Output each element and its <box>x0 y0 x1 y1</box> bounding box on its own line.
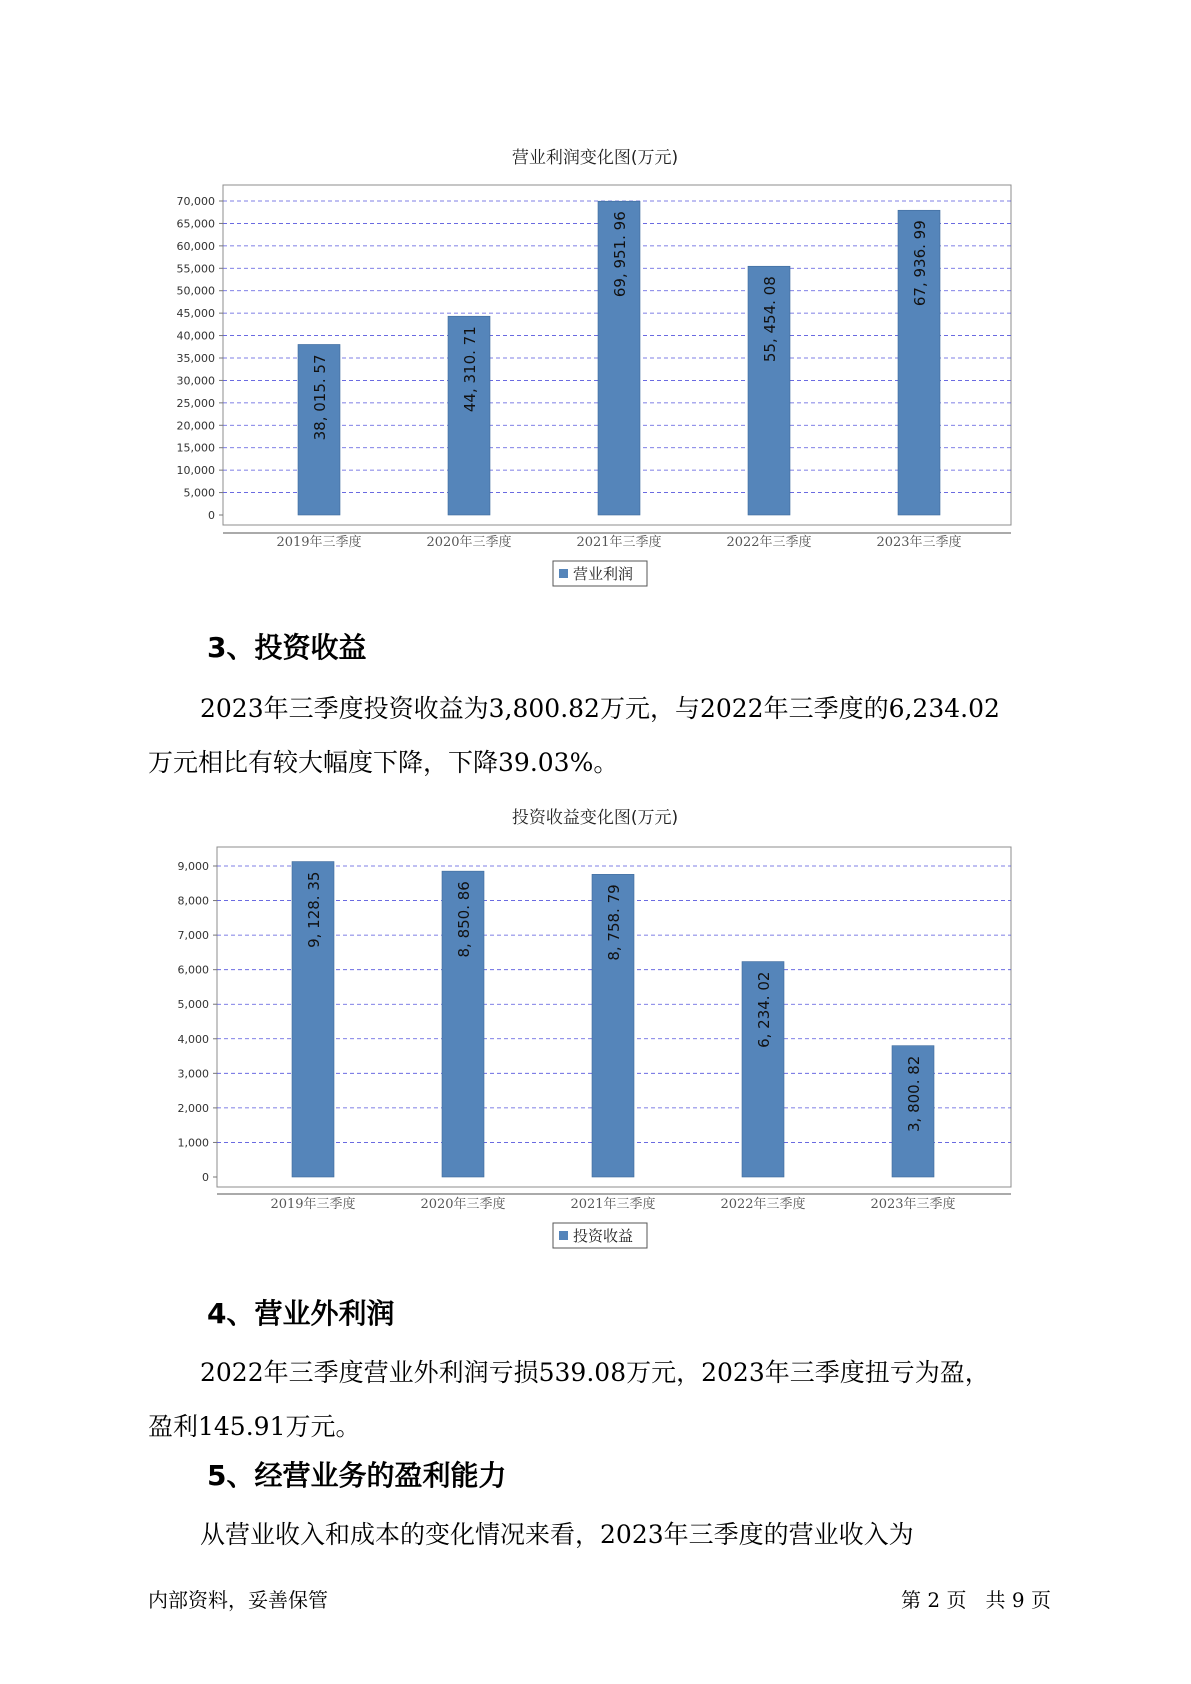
section-4-heading: 4、营业外利润 <box>207 1297 395 1330</box>
y-tick-label: 0 <box>208 509 215 522</box>
y-tick-label: 25,000 <box>176 396 215 410</box>
y-tick-label: 3,000 <box>177 1067 209 1081</box>
section-5-heading: 5、经营业务的盈利能力 <box>207 1459 507 1492</box>
bar-value-label: 3, 800. 82 <box>905 1055 923 1133</box>
bar-value-label: 55, 454. 08 <box>761 276 779 363</box>
x-category-label: 2019年三季度 <box>270 1197 356 1212</box>
y-tick-label: 65,000 <box>176 217 215 231</box>
x-category-label: 2021年三季度 <box>576 535 662 550</box>
chart-title: 投资收益变化图(万元) <box>511 808 679 828</box>
bar-value-label: 6, 234. 02 <box>755 971 773 1048</box>
y-tick-label: 55,000 <box>176 262 215 276</box>
x-category-label: 2020年三季度 <box>426 535 512 550</box>
y-tick-label: 20,000 <box>176 419 215 433</box>
x-category-label: 2021年三季度 <box>570 1197 656 1212</box>
section-4-line-2: 盈利145.91万元。 <box>148 1412 361 1441</box>
bar-value-label: 67, 936. 99 <box>911 220 929 307</box>
bar-value-label: 9, 128. 35 <box>305 871 323 948</box>
y-tick-label: 9,000 <box>177 860 209 873</box>
y-tick-label: 8,000 <box>177 894 209 908</box>
y-tick-label: 15,000 <box>176 441 215 455</box>
y-tick-label: 0 <box>202 1171 209 1184</box>
y-tick-label: 45,000 <box>176 307 215 321</box>
footer-page-number: 第 2 页 共 9 页 <box>901 1588 1051 1612</box>
chart-title: 营业利润变化图(万元) <box>511 148 679 168</box>
x-category-label: 2022年三季度 <box>720 1197 806 1212</box>
y-tick-label: 5,000 <box>183 486 215 500</box>
section-4-paragraph <box>148 1346 1053 1454</box>
y-tick-label: 70,000 <box>176 195 215 208</box>
y-tick-label: 35,000 <box>176 352 215 365</box>
y-tick-label: 4,000 <box>177 1032 209 1046</box>
y-tick-label: 10,000 <box>176 464 215 478</box>
legend-label: 营业利润 <box>573 565 634 583</box>
y-tick-label: 5,000 <box>177 998 209 1012</box>
y-tick-label: 50,000 <box>176 284 215 298</box>
y-tick-label: 30,000 <box>176 374 215 388</box>
x-category-label: 2020年三季度 <box>420 1197 506 1212</box>
y-tick-label: 40,000 <box>176 329 215 343</box>
y-tick-label: 2,000 <box>177 1101 209 1115</box>
section-4-line-1: 2022年三季度营业外利润亏损539.08万元，2023年三季度扭亏为盈， <box>200 1358 990 1387</box>
x-category-label: 2019年三季度 <box>276 535 362 550</box>
bar-value-label: 44, 310. 71 <box>461 326 479 413</box>
legend-swatch <box>559 1231 568 1240</box>
bar-value-label: 69, 951. 96 <box>611 211 629 298</box>
section-5-line-1: 从营业收入和成本的变化情况来看，2023年三季度的营业收入为 <box>200 1520 914 1549</box>
section-3-heading: 3、投资收益 <box>207 631 367 664</box>
footer-confidential-note: 内部资料，妥善保管 <box>148 1588 328 1612</box>
x-category-label: 2023年三季度 <box>876 535 962 550</box>
bar-value-label: 38, 015. 57 <box>311 354 329 441</box>
legend-label: 投资收益 <box>573 1227 634 1245</box>
y-tick-label: 60,000 <box>176 239 215 253</box>
bar-value-label: 8, 850. 86 <box>455 881 473 958</box>
x-category-label: 2022年三季度 <box>726 535 812 550</box>
x-category-label: 2023年三季度 <box>870 1197 956 1212</box>
section-3-paragraph <box>148 682 1053 790</box>
y-tick-label: 1,000 <box>177 1136 209 1150</box>
y-tick-label: 6,000 <box>177 963 209 977</box>
section-5-paragraph <box>148 1508 1053 1562</box>
section-3-line-2: 万元相比有较大幅度下降，下降39.03%。 <box>148 748 619 777</box>
section-3-line-1: 2023年三季度投资收益为3,800.82万元，与2022年三季度的6,234.02 <box>200 694 1000 723</box>
y-tick-label: 7,000 <box>177 929 209 943</box>
bar-value-label: 8, 758. 79 <box>605 884 623 961</box>
